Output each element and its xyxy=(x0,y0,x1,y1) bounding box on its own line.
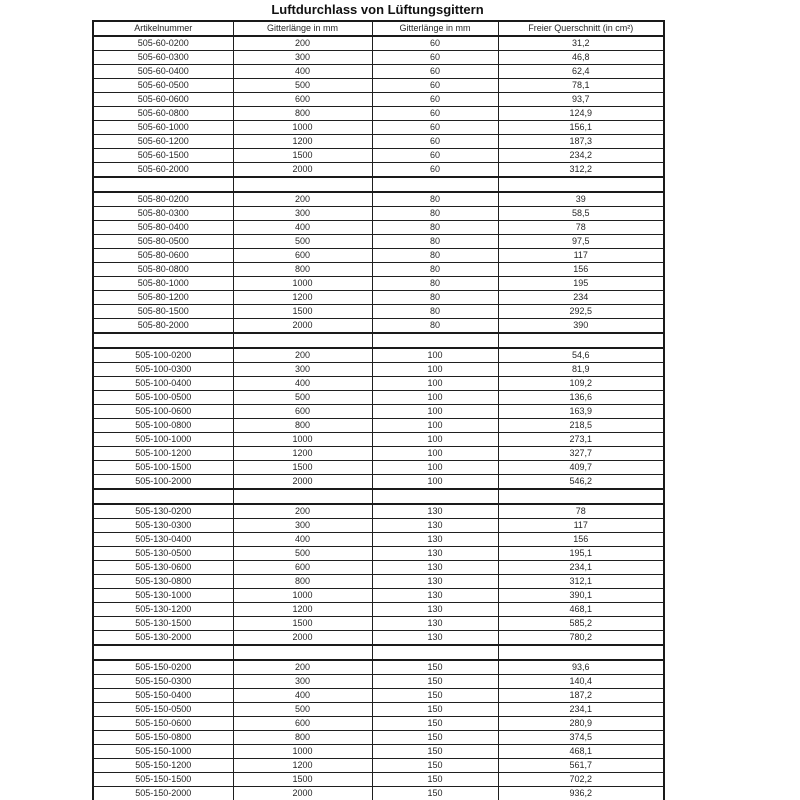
table-cell: 100 xyxy=(372,433,498,447)
table-cell: 60 xyxy=(372,65,498,79)
table-cell: 195 xyxy=(498,277,664,291)
table-cell: 234,1 xyxy=(498,561,664,575)
table-row xyxy=(93,135,664,149)
table-cell: 505-100-0400 xyxy=(93,377,233,391)
table-row xyxy=(93,249,664,263)
table-cell: 78,1 xyxy=(498,79,664,93)
table-row xyxy=(93,759,664,773)
table-cell: 60 xyxy=(372,36,498,51)
table-cell: 505-60-1200 xyxy=(93,135,233,149)
table-cell: 1500 xyxy=(233,773,372,787)
table-cell: 1000 xyxy=(233,433,372,447)
table-cell: 130 xyxy=(372,519,498,533)
table-body xyxy=(93,36,664,800)
table-cell: 505-100-1000 xyxy=(93,433,233,447)
table-cell: 1200 xyxy=(233,603,372,617)
table-cell: 39 xyxy=(498,192,664,207)
table-row xyxy=(93,121,664,135)
table-cell: 505-130-0400 xyxy=(93,533,233,547)
table-row xyxy=(93,631,664,646)
table-cell: 80 xyxy=(372,305,498,319)
table-cell: 156 xyxy=(498,533,664,547)
table-cell: 80 xyxy=(372,221,498,235)
table-cell: 100 xyxy=(372,391,498,405)
table-cell: 234 xyxy=(498,291,664,305)
table-row xyxy=(93,79,664,93)
table-cell: 505-60-0400 xyxy=(93,65,233,79)
table-cell: 80 xyxy=(372,235,498,249)
separator-cell xyxy=(233,645,372,660)
table-cell: 80 xyxy=(372,192,498,207)
table-cell: 150 xyxy=(372,787,498,800)
table-cell: 292,5 xyxy=(498,305,664,319)
table-cell: 300 xyxy=(233,207,372,221)
table-cell: 195,1 xyxy=(498,547,664,561)
table-cell: 400 xyxy=(233,377,372,391)
table-cell: 505-130-0600 xyxy=(93,561,233,575)
separator-cell xyxy=(498,645,664,660)
table-cell: 505-100-0300 xyxy=(93,363,233,377)
table-cell: 78 xyxy=(498,504,664,519)
table-row xyxy=(93,391,664,405)
table-cell: 80 xyxy=(372,291,498,305)
table-cell: 505-100-2000 xyxy=(93,475,233,490)
table-cell: 600 xyxy=(233,93,372,107)
table-cell: 100 xyxy=(372,419,498,433)
table-cell: 150 xyxy=(372,731,498,745)
table-cell: 374,5 xyxy=(498,731,664,745)
table-cell: 60 xyxy=(372,51,498,65)
table-cell: 500 xyxy=(233,703,372,717)
table-cell: 1200 xyxy=(233,135,372,149)
column-header-gitterlaenge-length: Gitterlänge in mm xyxy=(233,21,372,36)
table-cell: 80 xyxy=(372,249,498,263)
table-cell: 505-130-1200 xyxy=(93,603,233,617)
table-row xyxy=(93,475,664,490)
table-cell: 505-150-0200 xyxy=(93,660,233,675)
table-cell: 505-130-2000 xyxy=(93,631,233,646)
table-cell: 400 xyxy=(233,221,372,235)
table-cell: 546,2 xyxy=(498,475,664,490)
ventilation-grille-table xyxy=(92,20,665,800)
table-cell: 80 xyxy=(372,207,498,221)
table-row xyxy=(93,291,664,305)
table-cell: 234,1 xyxy=(498,703,664,717)
separator-cell xyxy=(233,333,372,348)
table-row xyxy=(93,65,664,79)
table-row xyxy=(93,603,664,617)
table-cell: 561,7 xyxy=(498,759,664,773)
table-row xyxy=(93,717,664,731)
table-cell: 80 xyxy=(372,277,498,291)
table-cell: 505-60-2000 xyxy=(93,163,233,178)
group-separator-row xyxy=(93,333,664,348)
table-cell: 505-130-1500 xyxy=(93,617,233,631)
separator-cell xyxy=(93,645,233,660)
table-row xyxy=(93,348,664,363)
table-cell: 505-80-0500 xyxy=(93,235,233,249)
table-cell: 800 xyxy=(233,731,372,745)
table-cell: 505-130-0200 xyxy=(93,504,233,519)
table-row xyxy=(93,617,664,631)
table-cell: 300 xyxy=(233,675,372,689)
table-row xyxy=(93,405,664,419)
table-cell: 780,2 xyxy=(498,631,664,646)
table-row xyxy=(93,773,664,787)
table-cell: 200 xyxy=(233,504,372,519)
table-cell: 505-60-0300 xyxy=(93,51,233,65)
table-cell: 505-150-0800 xyxy=(93,731,233,745)
table-cell: 400 xyxy=(233,65,372,79)
table-cell: 150 xyxy=(372,773,498,787)
table-cell: 1200 xyxy=(233,447,372,461)
table-row xyxy=(93,461,664,475)
table-cell: 400 xyxy=(233,533,372,547)
table-cell: 505-60-0200 xyxy=(93,36,233,51)
table-cell: 505-150-0600 xyxy=(93,717,233,731)
table-cell: 100 xyxy=(372,461,498,475)
table-cell: 100 xyxy=(372,363,498,377)
table-cell: 140,4 xyxy=(498,675,664,689)
table-cell: 505-130-1000 xyxy=(93,589,233,603)
separator-cell xyxy=(93,489,233,504)
table-cell: 1500 xyxy=(233,305,372,319)
table-row xyxy=(93,51,664,65)
table-row xyxy=(93,675,664,689)
table-cell: 130 xyxy=(372,631,498,646)
table-cell: 505-150-1200 xyxy=(93,759,233,773)
table-row xyxy=(93,589,664,603)
separator-cell xyxy=(93,177,233,192)
table-cell: 80 xyxy=(372,319,498,334)
table-cell: 2000 xyxy=(233,631,372,646)
table-cell: 60 xyxy=(372,163,498,178)
table-cell: 1000 xyxy=(233,745,372,759)
separator-cell xyxy=(498,489,664,504)
table-cell: 505-80-0600 xyxy=(93,249,233,263)
table-cell: 505-80-0200 xyxy=(93,192,233,207)
table-cell: 800 xyxy=(233,575,372,589)
table-cell: 54,6 xyxy=(498,348,664,363)
table-row xyxy=(93,433,664,447)
table-cell: 800 xyxy=(233,419,372,433)
table-row xyxy=(93,419,664,433)
table-cell: 150 xyxy=(372,675,498,689)
table-cell: 505-60-1500 xyxy=(93,149,233,163)
table-cell: 280,9 xyxy=(498,717,664,731)
table-cell: 117 xyxy=(498,249,664,263)
table-cell: 156 xyxy=(498,263,664,277)
table-cell: 130 xyxy=(372,589,498,603)
table-cell: 187,2 xyxy=(498,689,664,703)
separator-cell xyxy=(233,489,372,504)
table-cell: 300 xyxy=(233,519,372,533)
table-cell: 273,1 xyxy=(498,433,664,447)
table-row xyxy=(93,363,664,377)
table-cell: 93,7 xyxy=(498,93,664,107)
table-cell: 2000 xyxy=(233,319,372,334)
table-cell: 60 xyxy=(372,93,498,107)
table-cell: 156,1 xyxy=(498,121,664,135)
table-row xyxy=(93,207,664,221)
table-cell: 1200 xyxy=(233,759,372,773)
table-cell: 60 xyxy=(372,79,498,93)
table-cell: 505-150-0300 xyxy=(93,675,233,689)
table-cell: 505-150-0400 xyxy=(93,689,233,703)
table-cell: 505-80-1500 xyxy=(93,305,233,319)
table-row xyxy=(93,731,664,745)
table-row xyxy=(93,504,664,519)
table-cell: 600 xyxy=(233,249,372,263)
table-row xyxy=(93,561,664,575)
separator-cell xyxy=(233,177,372,192)
table-cell: 312,2 xyxy=(498,163,664,178)
table-row xyxy=(93,149,664,163)
table-cell: 500 xyxy=(233,547,372,561)
table-row xyxy=(93,689,664,703)
table-cell: 505-60-0800 xyxy=(93,107,233,121)
table-cell: 58,5 xyxy=(498,207,664,221)
table-row xyxy=(93,547,664,561)
table-cell: 600 xyxy=(233,561,372,575)
table-cell: 200 xyxy=(233,36,372,51)
table-cell: 600 xyxy=(233,717,372,731)
table-row xyxy=(93,533,664,547)
table-cell: 150 xyxy=(372,703,498,717)
table-cell: 60 xyxy=(372,107,498,121)
table-cell: 200 xyxy=(233,660,372,675)
table-cell: 505-100-0500 xyxy=(93,391,233,405)
table-cell: 130 xyxy=(372,504,498,519)
table-cell: 130 xyxy=(372,575,498,589)
table-cell: 234,2 xyxy=(498,149,664,163)
table-cell: 31,2 xyxy=(498,36,664,51)
table-cell: 1000 xyxy=(233,589,372,603)
table-cell: 505-150-1500 xyxy=(93,773,233,787)
table-row xyxy=(93,660,664,675)
separator-cell xyxy=(498,177,664,192)
table-cell: 117 xyxy=(498,519,664,533)
table-row xyxy=(93,377,664,391)
table-cell: 200 xyxy=(233,348,372,363)
table-cell: 702,2 xyxy=(498,773,664,787)
table-cell: 130 xyxy=(372,603,498,617)
table-cell: 300 xyxy=(233,51,372,65)
table-cell: 80 xyxy=(372,263,498,277)
table-cell: 500 xyxy=(233,235,372,249)
table-row xyxy=(93,192,664,207)
table-cell: 150 xyxy=(372,660,498,675)
table-cell: 390 xyxy=(498,319,664,334)
table-cell: 505-80-1000 xyxy=(93,277,233,291)
table-cell: 500 xyxy=(233,391,372,405)
table-cell: 505-60-0600 xyxy=(93,93,233,107)
table-row xyxy=(93,93,664,107)
table-cell: 60 xyxy=(372,121,498,135)
column-header-gitterlaenge-width: Gitterlänge in mm xyxy=(372,21,498,36)
table-cell: 505-150-1000 xyxy=(93,745,233,759)
table-cell: 200 xyxy=(233,192,372,207)
table-row xyxy=(93,277,664,291)
table-cell: 163,9 xyxy=(498,405,664,419)
table-cell: 327,7 xyxy=(498,447,664,461)
table-cell: 78 xyxy=(498,221,664,235)
table-cell: 2000 xyxy=(233,787,372,800)
group-separator-row xyxy=(93,645,664,660)
table-cell: 505-150-2000 xyxy=(93,787,233,800)
table-cell: 600 xyxy=(233,405,372,419)
table-cell: 130 xyxy=(372,547,498,561)
table-cell: 1000 xyxy=(233,121,372,135)
group-separator-row xyxy=(93,489,664,504)
table-row xyxy=(93,221,664,235)
table-cell: 150 xyxy=(372,759,498,773)
table-cell: 93,6 xyxy=(498,660,664,675)
table-cell: 1500 xyxy=(233,617,372,631)
table-cell: 505-60-1000 xyxy=(93,121,233,135)
table-cell: 312,1 xyxy=(498,575,664,589)
table-cell: 505-80-1200 xyxy=(93,291,233,305)
table-cell: 109,2 xyxy=(498,377,664,391)
column-header-artikelnummer: Artikelnummer xyxy=(93,21,233,36)
table-cell: 390,1 xyxy=(498,589,664,603)
table-cell: 97,5 xyxy=(498,235,664,249)
table-cell: 218,5 xyxy=(498,419,664,433)
table-header-row xyxy=(93,21,664,36)
separator-cell xyxy=(372,645,498,660)
table-cell: 150 xyxy=(372,717,498,731)
table-cell: 60 xyxy=(372,135,498,149)
table-cell: 300 xyxy=(233,363,372,377)
table-cell: 505-100-0200 xyxy=(93,348,233,363)
page-title: Luftdurchlass von Lüftungsgittern xyxy=(271,2,484,17)
table-cell: 130 xyxy=(372,533,498,547)
table-cell: 505-100-0800 xyxy=(93,419,233,433)
table-cell: 124,9 xyxy=(498,107,664,121)
table-cell: 505-60-0500 xyxy=(93,79,233,93)
table-cell: 150 xyxy=(372,745,498,759)
column-header-freier-querschnitt: Freier Querschnitt (in cm²) xyxy=(498,21,664,36)
table-row xyxy=(93,36,664,51)
table-cell: 1000 xyxy=(233,277,372,291)
table-cell: 187,3 xyxy=(498,135,664,149)
table-cell: 130 xyxy=(372,561,498,575)
table-cell: 2000 xyxy=(233,475,372,490)
table-cell: 100 xyxy=(372,348,498,363)
table-cell: 505-80-0800 xyxy=(93,263,233,277)
table-row xyxy=(93,107,664,121)
table-cell: 505-80-0400 xyxy=(93,221,233,235)
separator-cell xyxy=(93,333,233,348)
table-cell: 505-100-1200 xyxy=(93,447,233,461)
table-cell: 505-100-1500 xyxy=(93,461,233,475)
table-cell: 409,7 xyxy=(498,461,664,475)
table-cell: 505-80-2000 xyxy=(93,319,233,334)
separator-cell xyxy=(372,177,498,192)
table-row xyxy=(93,519,664,533)
table-cell: 936,2 xyxy=(498,787,664,800)
table-cell: 1500 xyxy=(233,461,372,475)
table-cell: 100 xyxy=(372,405,498,419)
table-cell: 505-130-0300 xyxy=(93,519,233,533)
table-cell: 46,8 xyxy=(498,51,664,65)
table-cell: 505-130-0500 xyxy=(93,547,233,561)
table-row xyxy=(93,319,664,334)
table-cell: 62,4 xyxy=(498,65,664,79)
table-cell: 81,9 xyxy=(498,363,664,377)
table-row xyxy=(93,447,664,461)
table-row xyxy=(93,263,664,277)
table-cell: 2000 xyxy=(233,163,372,178)
table-cell: 130 xyxy=(372,617,498,631)
table-row xyxy=(93,787,664,800)
table-row xyxy=(93,163,664,178)
table-cell: 1500 xyxy=(233,149,372,163)
separator-cell xyxy=(498,333,664,348)
table-cell: 150 xyxy=(372,689,498,703)
table-row xyxy=(93,235,664,249)
table-cell: 400 xyxy=(233,689,372,703)
table-cell: 100 xyxy=(372,377,498,391)
separator-cell xyxy=(372,333,498,348)
separator-cell xyxy=(372,489,498,504)
table-cell: 60 xyxy=(372,149,498,163)
table-cell: 136,6 xyxy=(498,391,664,405)
table-row xyxy=(93,305,664,319)
table-cell: 505-100-0600 xyxy=(93,405,233,419)
table-cell: 500 xyxy=(233,79,372,93)
table-cell: 468,1 xyxy=(498,745,664,759)
table-row xyxy=(93,575,664,589)
table-cell: 1200 xyxy=(233,291,372,305)
table-cell: 505-80-0300 xyxy=(93,207,233,221)
table-cell: 468,1 xyxy=(498,603,664,617)
table-cell: 100 xyxy=(372,447,498,461)
table-row xyxy=(93,703,664,717)
table-cell: 100 xyxy=(372,475,498,490)
table-cell: 800 xyxy=(233,107,372,121)
table-cell: 505-150-0500 xyxy=(93,703,233,717)
table-cell: 585,2 xyxy=(498,617,664,631)
group-separator-row xyxy=(93,177,664,192)
table-cell: 505-130-0800 xyxy=(93,575,233,589)
table-row xyxy=(93,745,664,759)
table-cell: 800 xyxy=(233,263,372,277)
